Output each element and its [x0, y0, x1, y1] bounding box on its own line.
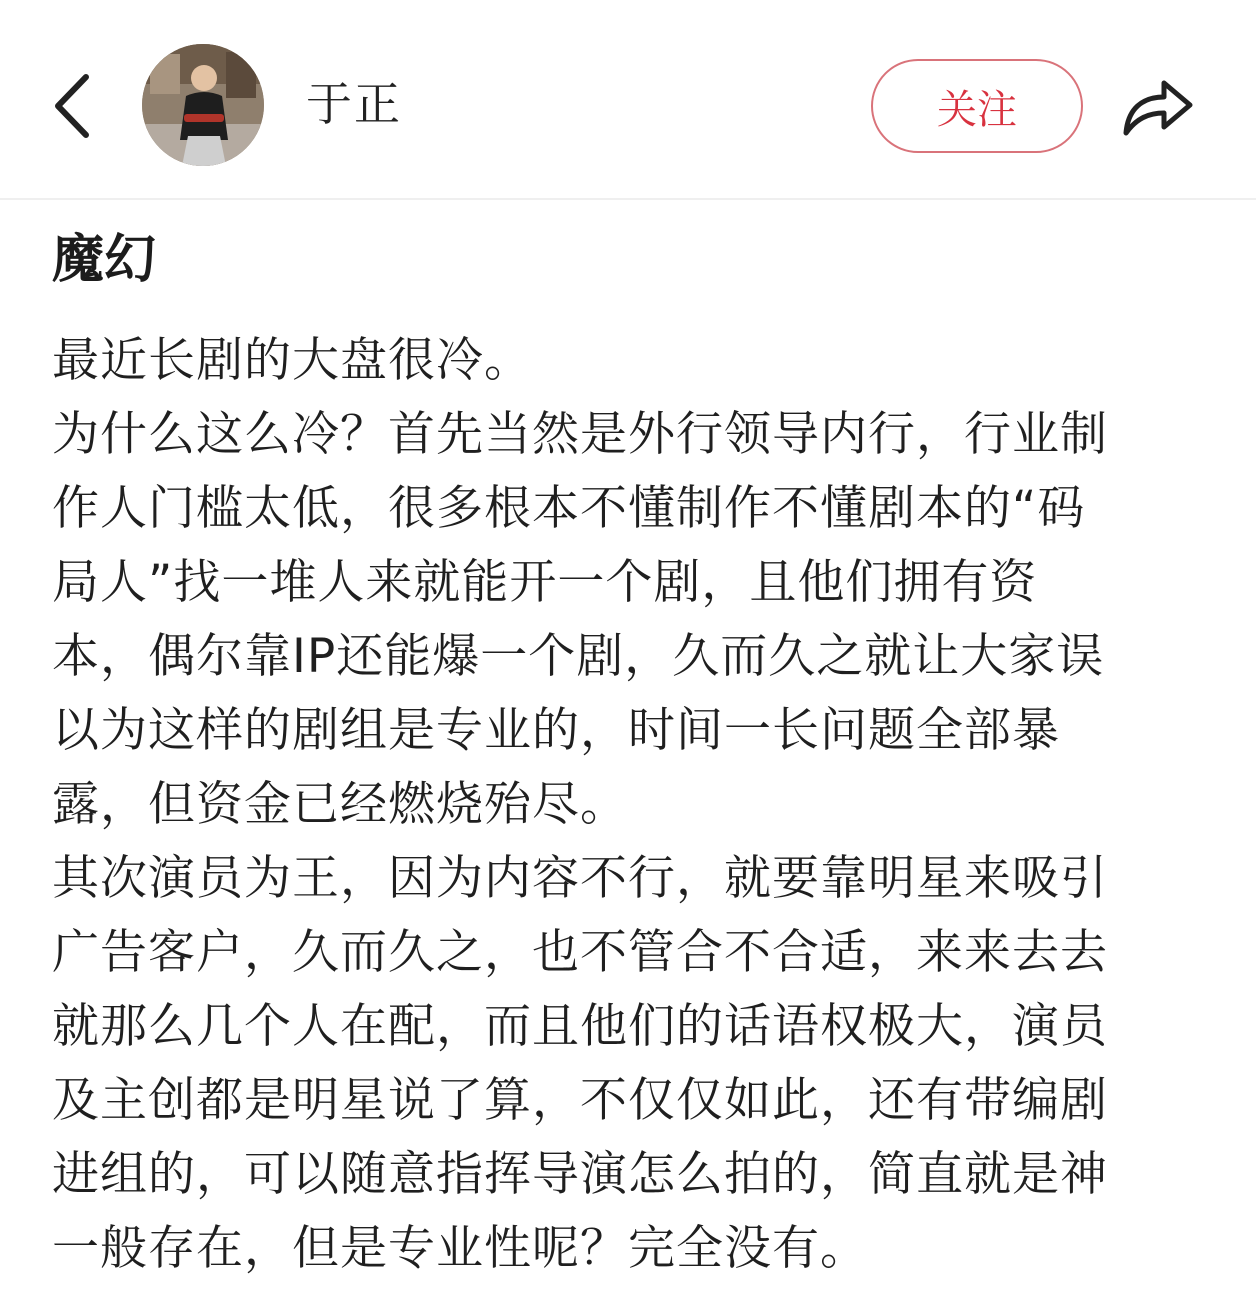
paragraph-line: 为什么这么冷？首先当然是外行领导内行，行业制 [52, 407, 1108, 462]
article-body [52, 222, 1202, 1286]
avatar[interactable] [142, 44, 264, 166]
author-name[interactable]: 于正 [306, 77, 402, 131]
paragraph-line: 广告客户，久而久之，也不管合不合适，来来去去 [52, 925, 1108, 980]
paragraph-line: 及主创都是明星说了算，不仅仅如此，还有带编剧 [52, 1073, 1108, 1128]
paragraph-line: 本，偶尔靠IP还能爆一个剧，久而久之就让大家误 [52, 629, 1105, 684]
paragraph-line: 一般存在，但是专业性呢？完全没有。 [52, 1221, 868, 1276]
share-arrow-icon [1120, 73, 1196, 139]
paragraph-line: 作人门槛太低，很多根本不懂制作不懂剧本的“码 [52, 481, 1086, 536]
top-bar [0, 0, 1256, 200]
article-title: 魔幻 [52, 230, 157, 290]
share-button[interactable] [1116, 66, 1200, 146]
paragraph-line: 进组的，可以随意指挥导演怎么拍的，简直就是神 [52, 1147, 1108, 1202]
avatar-image [142, 44, 264, 166]
back-button[interactable] [44, 66, 100, 146]
paragraph-line: 其次演员为王，因为内容不行，就要靠明星来吸引 [52, 851, 1108, 906]
follow-button[interactable]: 关注 [871, 59, 1083, 153]
paragraph-line: 就那么几个人在配，而且他们的话语权极大，演员 [52, 999, 1108, 1054]
paragraph-line: 局人”找一堆人来就能开一个剧，且他们拥有资 [52, 555, 1038, 610]
paragraph-line: 露，但资金已经燃烧殆尽。 [52, 777, 628, 832]
chevron-left-icon [52, 73, 92, 139]
paragraph-line: 最近长剧的大盘很冷。 [52, 333, 532, 388]
paragraph-line: 以为这样的剧组是专业的，时间一长问题全部暴 [52, 703, 1060, 758]
